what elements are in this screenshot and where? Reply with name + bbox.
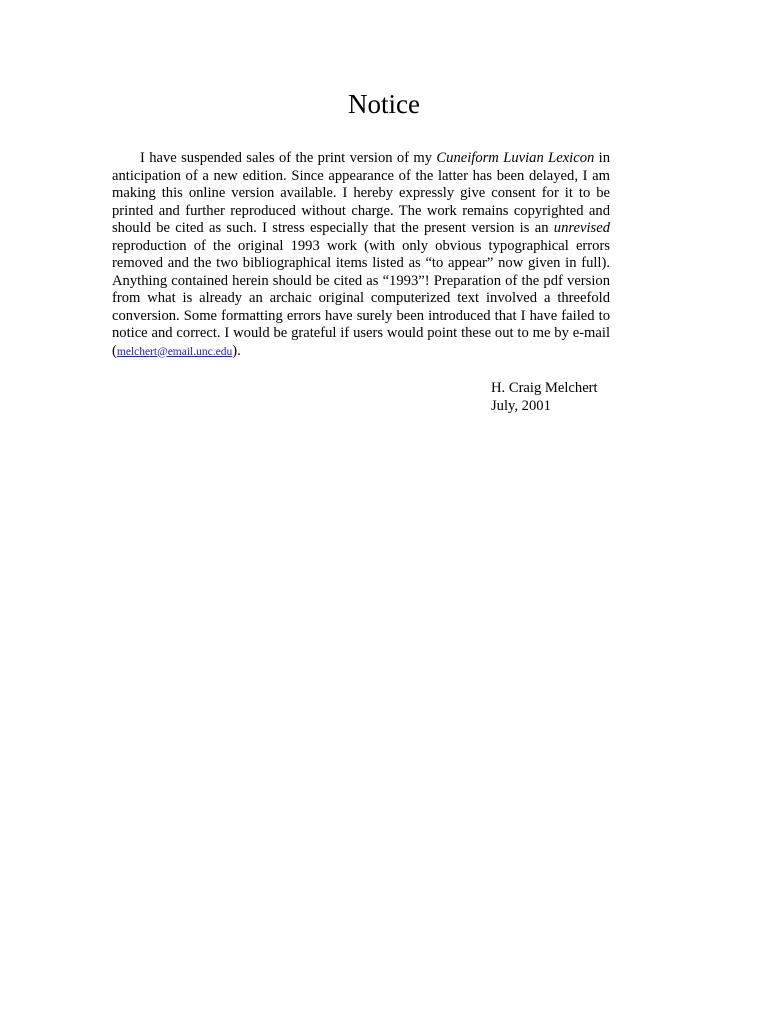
email-link[interactable]: melchert@email.unc.edu <box>116 345 233 358</box>
emphasis-word: unrevised <box>553 220 610 236</box>
signature-block <box>491 379 598 415</box>
signature-date: July, 2001 <box>491 398 551 414</box>
notice-paragraph <box>112 150 610 361</box>
paragraph-text-3: reproduction of the original 1993 work (with only obvious typographical errors removed and the two bibliographical items listed as “to appear” now given in full). Anything contained herein should be cited as “1993”! Preparation of the pdf version from what is already an archaic original computerized text involved a threefold conversion. Some formatting errors have surely been introduced that I have failed to notice and correct. I would be grateful if users would point these out to me by e-mail ( <box>112 237 610 359</box>
paragraph-text-1: I have suspended sales of the print version of my <box>140 150 437 166</box>
signature-name: H. Craig Melchert <box>491 380 598 396</box>
book-title: Cuneiform Luvian Lexicon <box>436 150 595 166</box>
paragraph-text-2: in anticipation of a new edition. Since appearance of the latter has been delayed, I am making this online version available. I hereby expressly give consent for it to be printed and further reproduced without charge. The work remains copyrighted and should be cited as such. I stress especially that the present version is an <box>112 150 611 236</box>
paragraph-text-4: ). <box>232 342 241 359</box>
page-title: Notice <box>348 89 420 119</box>
